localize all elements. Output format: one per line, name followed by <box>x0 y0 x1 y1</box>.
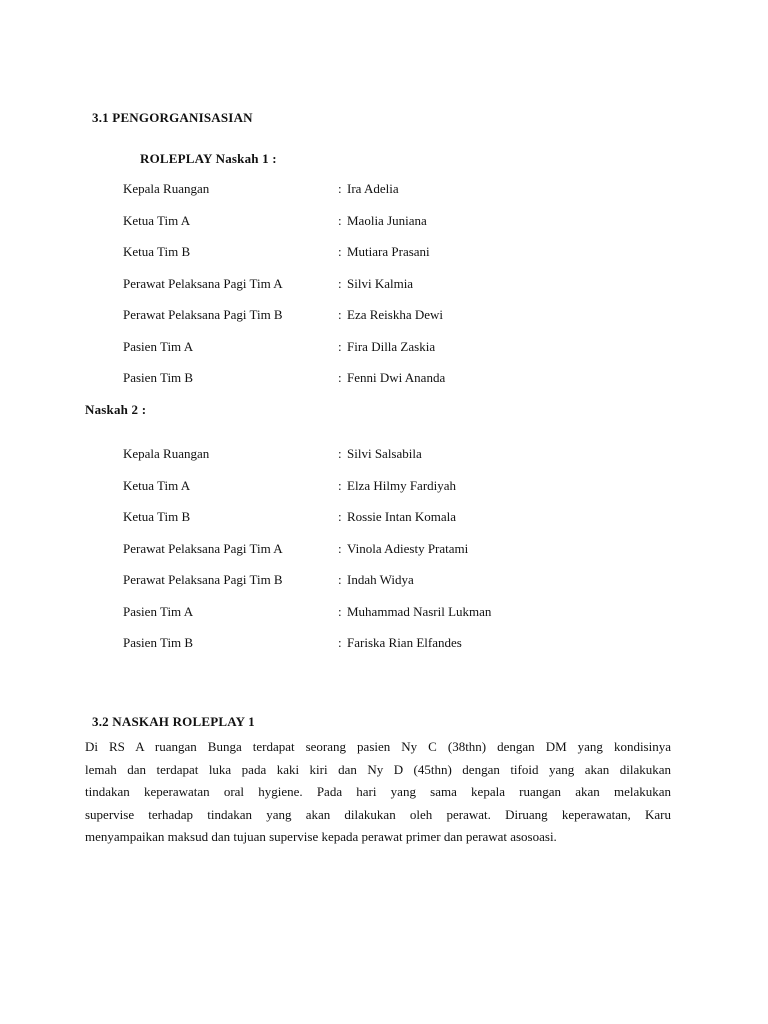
person-name: Fira Dilla Zaskia <box>347 338 436 354</box>
roleplay-script-2-heading: Naskah 2 : <box>85 402 147 417</box>
roster-row <box>123 181 543 213</box>
roster-row <box>123 478 543 510</box>
role-separator: : <box>338 370 342 385</box>
roster-row <box>123 339 543 371</box>
role-label: Kepala Ruangan <box>123 446 210 461</box>
role-label: Perawat Pelaksana Pagi Tim B <box>123 307 283 322</box>
role-label: Pasien Tim A <box>123 338 194 354</box>
role-label: Pasien Tim A <box>123 603 194 619</box>
person-name: Mutiara Prasani <box>347 244 430 259</box>
role-separator: : <box>338 212 342 228</box>
role-separator: : <box>338 635 342 650</box>
role-label: Perawat Pelaksana Pagi Tim B <box>123 572 283 587</box>
person-name: Fariska Rian Elfandes <box>347 635 462 650</box>
person-name: Silvi Kalmia <box>347 275 414 291</box>
role-separator: : <box>338 477 342 493</box>
roster-row <box>123 213 543 245</box>
role-separator: : <box>338 603 342 619</box>
roster-row <box>123 541 543 573</box>
roster-row <box>123 635 543 667</box>
person-name: Ira Adelia <box>347 181 399 196</box>
person-name: Muhammad Nasril Lukman <box>347 603 492 619</box>
role-label: Pasien Tim B <box>123 635 194 650</box>
paragraph-line: Di RS A ruangan Bunga terdapat seorang pasien Ny C (38thn) dengan DM yang kondisinya <box>85 739 671 754</box>
person-name: Eza Reiskha Dewi <box>347 307 444 322</box>
person-name: Indah Widya <box>347 572 414 587</box>
roster-row <box>123 509 543 541</box>
role-label: Ketua Tim B <box>123 244 191 259</box>
roster-row <box>123 244 543 276</box>
role-separator: : <box>338 338 342 354</box>
role-label: Ketua Tim B <box>123 509 191 524</box>
person-name: Maolia Juniana <box>347 212 427 228</box>
role-separator: : <box>338 307 342 322</box>
role-separator: : <box>338 275 342 291</box>
role-label: Kepala Ruangan <box>123 181 210 196</box>
person-name: Silvi Salsabila <box>347 446 422 461</box>
roster-row <box>123 572 543 604</box>
paragraph-line: lemah dan terdapat luka pada kaki kiri dan Ny D (45thn) dengan tifoid yang akan dilakukan <box>85 761 671 777</box>
role-label: Ketua Tim A <box>123 477 191 493</box>
section-heading-naskah-roleplay: 3.2 NASKAH ROLEPLAY 1 <box>92 714 255 729</box>
role-separator: : <box>338 446 342 461</box>
roster-script-2 <box>123 446 543 667</box>
role-separator: : <box>338 244 342 259</box>
person-name: Rossie Intan Komala <box>347 509 457 524</box>
role-label: Perawat Pelaksana Pagi Tim A <box>123 275 283 291</box>
section-heading-pengorganisasian: 3.1 PENGORGANISASIAN <box>92 110 253 125</box>
paragraph-line: tindakan keperawatan oral hygiene. Pada hari yang sama kepala ruangan akan melakukan <box>85 784 671 800</box>
role-separator: : <box>338 540 342 556</box>
role-separator: : <box>338 181 342 196</box>
roster-row <box>123 276 543 308</box>
scenario-paragraph <box>85 736 671 849</box>
paragraph-line: menyampaikan maksud dan tujuan supervise kepada perawat primer dan perawat asosoasi. <box>85 829 557 845</box>
roleplay-script-1-heading: ROLEPLAY Naskah 1 : <box>140 151 277 166</box>
person-name: Elza Hilmy Fardiyah <box>347 477 457 493</box>
role-label: Ketua Tim A <box>123 212 191 228</box>
paragraph-line: supervise terhadap tindakan yang akan dilakukan oleh perawat. Diruang keperawatan, Karu <box>85 806 671 822</box>
roster-row <box>123 307 543 339</box>
roster-script-1 <box>123 181 543 402</box>
roster-row <box>123 604 543 636</box>
person-name: Fenni Dwi Ananda <box>347 370 446 385</box>
person-name: Vinola Adiesty Pratami <box>347 540 469 556</box>
role-separator: : <box>338 509 342 524</box>
role-label: Perawat Pelaksana Pagi Tim A <box>123 540 283 556</box>
roster-row <box>123 370 543 402</box>
role-separator: : <box>338 572 342 587</box>
role-label: Pasien Tim B <box>123 370 194 385</box>
roster-row <box>123 446 543 478</box>
